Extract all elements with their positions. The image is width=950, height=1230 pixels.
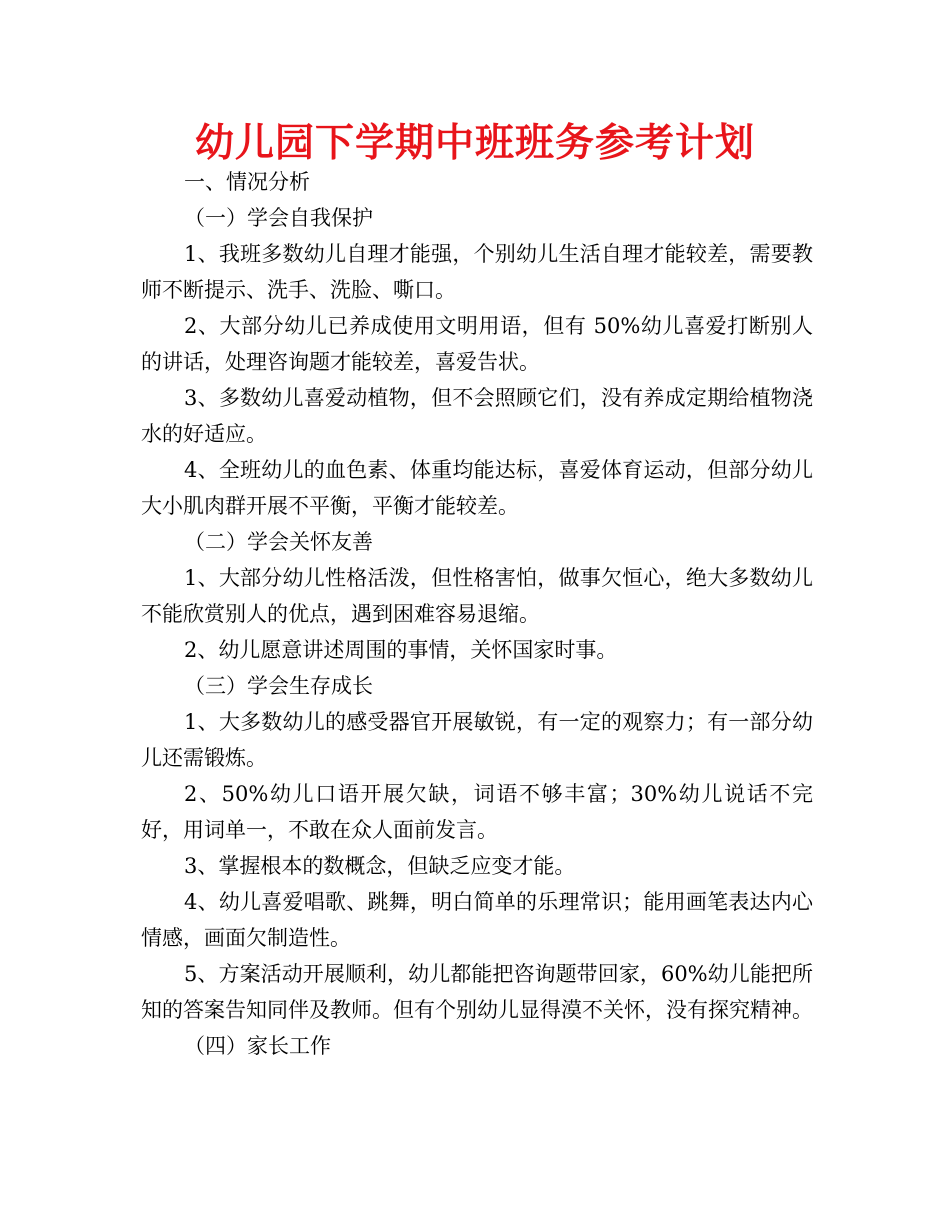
paragraph: 1、大多数幼儿的感受器官开展敏锐，有一定的观察力；有一部分幼儿还需锻炼。: [141, 710, 813, 770]
paragraph: 5、方案活动开展顺利，幼儿都能把咨询题带回家，60%幼儿能把所知的答案告知同伴及教师。但有个别幼儿显得漠不关怀，没有探究精神。: [141, 962, 813, 1022]
subsection-heading: （一）学会自我保护: [184, 206, 373, 230]
paragraph: 1、大部分幼儿性格活泼，但性格害怕，做事欠恒心，绝大多数幼儿不能欣赏别人的优点，遇到困难容易退缩。: [141, 566, 813, 626]
paragraph: 4、全班幼儿的血色素、体重均能达标，喜爱体育运动，但部分幼儿大小肌肉群开展不平衡，平衡才能较差。: [141, 458, 813, 518]
paragraph: 2、50%幼儿口语开展欠缺，词语不够丰富；30%幼儿说话不完好，用词单一，不敢在众人面前发言。: [141, 782, 813, 842]
subsection-heading: （二）学会关怀友善: [184, 530, 373, 554]
document-body: [141, 164, 813, 1064]
document-title: 幼儿园下学期中班班务参考计划: [194, 121, 755, 166]
paragraph: 2、幼儿愿意讲述周围的事情，关怀国家时事。: [184, 638, 618, 662]
paragraph: 4、幼儿喜爱唱歌、跳舞，明白简单的乐理常识；能用画笔表达内心情感，画面欠制造性。: [141, 890, 813, 950]
paragraph: 3、多数幼儿喜爱动植物，但不会照顾它们，没有养成定期给植物浇水的好适应。: [141, 386, 813, 446]
subsection-heading: （三）学会生存成长: [184, 674, 373, 698]
paragraph: 2、大部分幼儿已养成使用文明用语，但有 50%幼儿喜爱打断别人的讲话，处理咨询题才能较差，喜爱告状。: [141, 314, 813, 374]
section-heading: 一、情况分析: [184, 170, 310, 194]
paragraph: 3、掌握根本的数概念，但缺乏应变才能。: [184, 854, 576, 878]
subsection-heading: （四）家长工作: [184, 1034, 331, 1058]
paragraph: 1、我班多数幼儿自理才能强，个别幼儿生活自理才能较差，需要教师不断提示、洗手、洗脸、嘶口。: [141, 242, 813, 302]
